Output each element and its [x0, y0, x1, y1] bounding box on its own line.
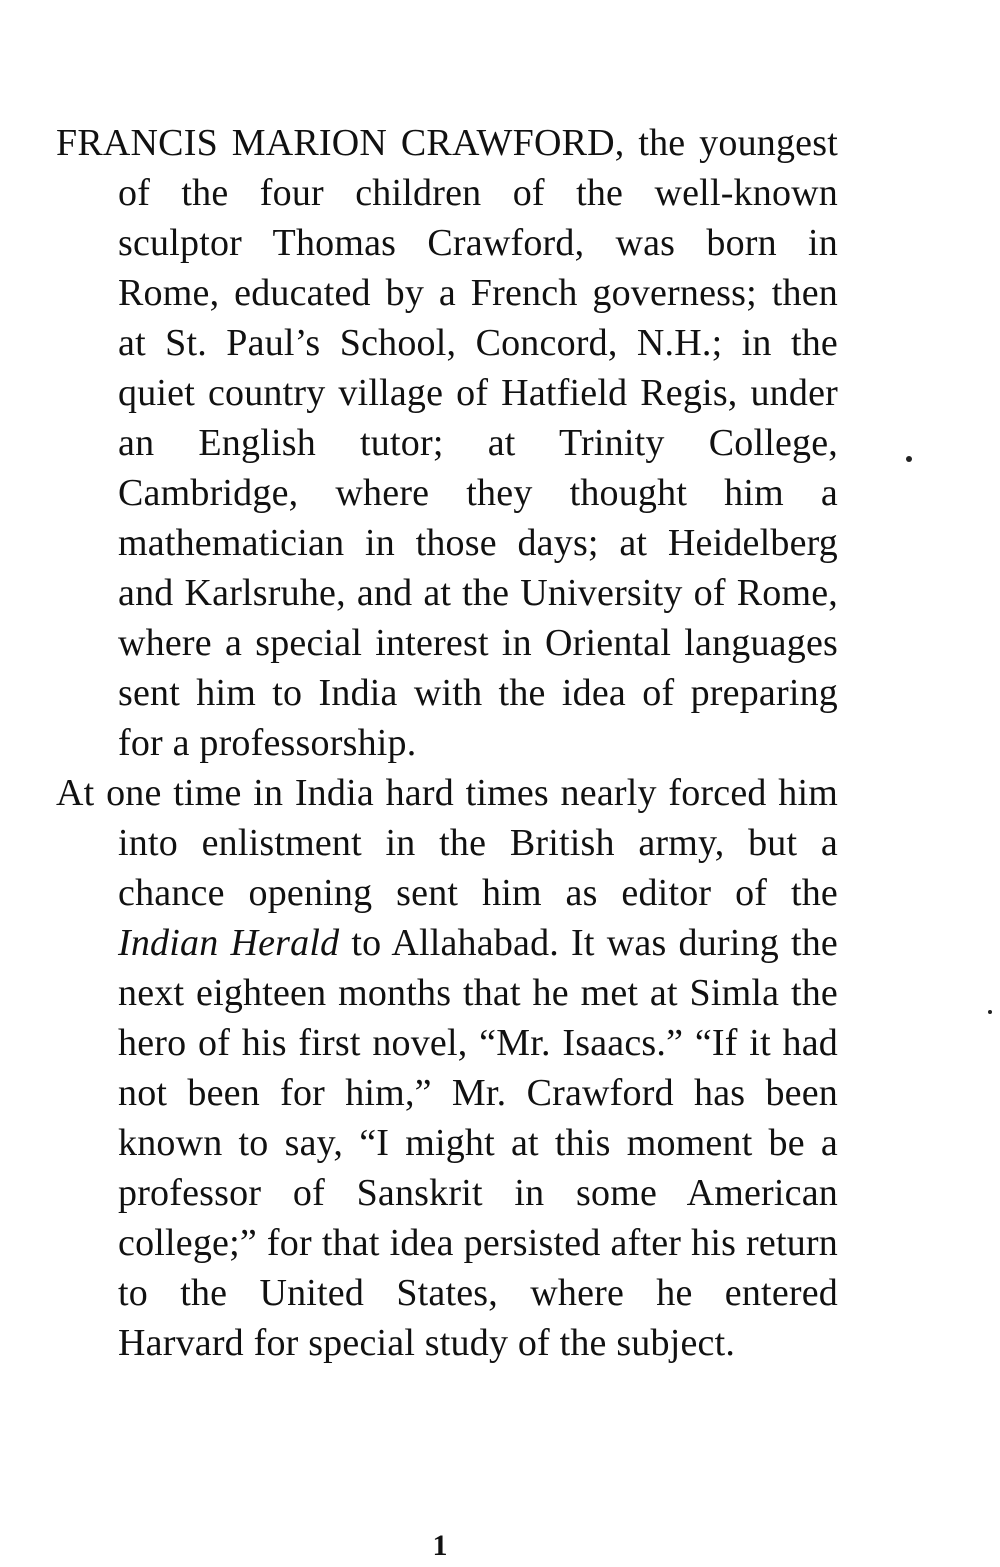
paragraph-2: [56, 768, 838, 1368]
paragraph-2-text-end: to Allahabad. It was during the next eighteen months that he met at Simla the hero of his first novel, “Mr. Isaacs.” “If it had not been for him,” Mr. Crawford has been known to say, “I might at this moment be a professor of Sanskrit in some American college;” for that idea persisted after his return to the United States, where he entered Harvard for special study of the subject.: [118, 922, 839, 1364]
ink-speck: [988, 1010, 992, 1014]
paragraph-2-text-start: At one time in India hard times nearly forced him into enlistment in the British army, but a chance opening sent him as editor of the: [56, 772, 838, 914]
body-text: [56, 118, 838, 1368]
ink-speck: [906, 456, 912, 462]
newspaper-title: Indian Herald: [118, 922, 340, 964]
paragraph-1-text: FRANCIS MARION CRAWFORD, the youngest of the four children of the well-known sculptor Thomas Crawford, was born in Rome, educated by a French governess; then at St. Paul’s School, Concord, N.H.; in the quiet country village of Hatfield Regis, under an English tutor; at Trinity College, Cambridge, where they thought him a mathematician in those days; at Heidelberg and Karlsruhe, and at the University of Rome, where a special interest in Oriental languages sent him to India with the idea of preparing for a professorship.: [56, 122, 838, 764]
page-number: 1: [432, 1529, 448, 1562]
paragraph-1: [56, 118, 838, 768]
